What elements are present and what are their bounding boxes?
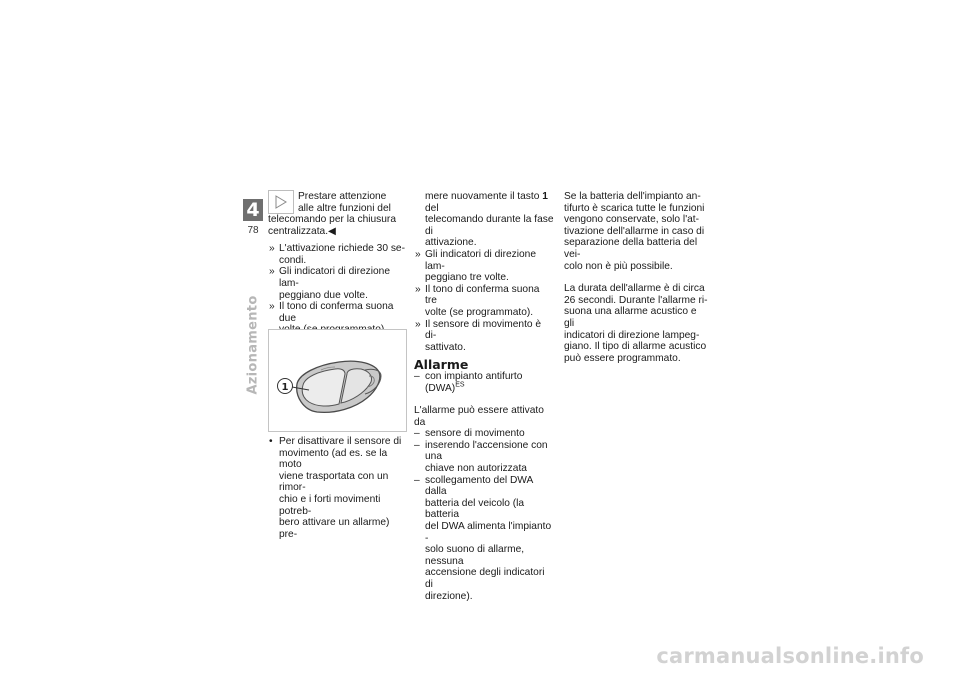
list-item: » L'attivazione richiede 30 se- condi.	[268, 243, 408, 266]
section-label: Azionamento	[245, 295, 261, 395]
watermark: carmanualsonline.info	[656, 644, 924, 668]
key-fob-figure	[268, 329, 407, 432]
list-item: – scollegamento del DWA dalla batteria del veicolo (la batteria del DWA alimenta l'impianto - solo suono di allarme, nessuna accensione degli indicatori di direzione).	[414, 475, 554, 603]
list-item: » Il tono di conferma suona tre volte (se programmato).	[414, 284, 554, 319]
equipment-note: – con impianto antifurto (DWA)$^{ES}$	[414, 371, 554, 394]
col1-body: telecomando per la chiusura centralizzata.◀ » L'attivazione richiede 30 se- condi. » Gli indicatori di direzione lam- peggiano due volte. » Il tono di conferma suona due »	[268, 214, 408, 348]
section-heading: Allarme	[414, 357, 469, 373]
col2-body: mere nuovamente il tasto 1 del telecomando durante la fase di attivazione. » Gli indicatori di direzione lam- peggiano tre volte. » Il tono di conferma suona tre volte (se programmato). » Il sensore di movimento è di- sattivato. Allarme – con impianto antifurto (DWA)$^{ES}$ L'allarme può essere attivato da – sensore di movimento – inserendo l'accensione con una chiave non autorizzata – scollegamento del DWA dalla batteria del veicolo (la batteria del DWA alimenta l'impianto - solo suono di allarme, nessuna accensione degli indicatori di direzione).	[414, 191, 554, 602]
paragraph: La durata dell'allarme è di circa 26 secondi. Durante l'allarme ri- suona una allarme acustico e gli indicatori di direzione lampeg- giano. Il tipo di allarme acustico può essere programmato.	[564, 283, 708, 364]
play-triangle-icon	[274, 195, 288, 209]
col1-dot-item	[268, 436, 408, 540]
chapter-number-badge: 4	[243, 199, 263, 221]
warning-heading: Prestare attenzione alle altre funzioni del	[298, 191, 391, 214]
list-item: » Il sensore di movimento è di- sattivato.	[414, 319, 554, 354]
warning-icon	[268, 190, 294, 214]
callout-1: 1	[281, 382, 289, 393]
list-item: » Gli indicatori di direzione lam- peggiano due volte.	[268, 266, 408, 301]
list-item: » Gli indicatori di direzione lam- peggiano tre volte.	[414, 249, 554, 284]
list-item: – sensore di movimento	[414, 428, 554, 440]
key-fob-illustration	[269, 330, 406, 431]
col3-body	[564, 191, 709, 364]
paragraph: Se la batteria dell'impianto an- tifurto è scarica tutte le funzioni vengono conservate, solo l'at- tivazione dell'allarme in caso di separazione della batteria del vei- colo non è più possibile.	[564, 191, 705, 272]
list-item: » Il tono di conferma suona due	[268, 301, 408, 336]
alarm-intro: L'allarme può essere attivato da	[414, 405, 544, 428]
page-number: 78	[247, 225, 259, 236]
list-item: – inserendo l'accensione con una chiave non autorizzata	[414, 440, 554, 475]
list-item: • Per disattivare il sensore di movimento (ad es. se la moto viene trasportata con un rimor- chio e i forti movimenti potreb- bero attivare un allarme) pre-	[268, 436, 408, 540]
